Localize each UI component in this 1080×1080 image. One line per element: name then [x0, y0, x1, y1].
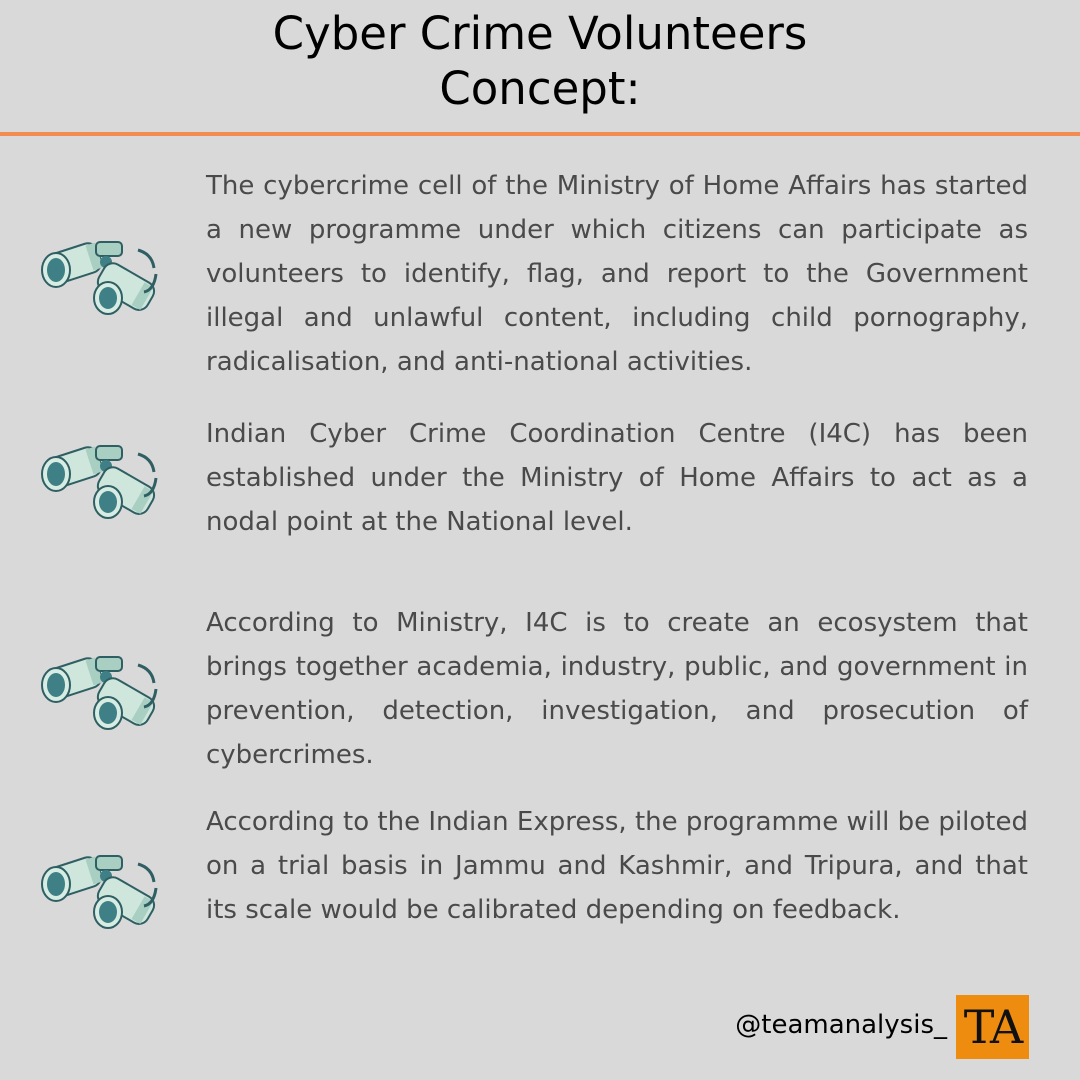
binoculars-icon: [34, 637, 162, 733]
binoculars-icon: [34, 426, 162, 522]
page-title: [0, 6, 1080, 116]
paragraph-text: According to Ministry, I4C is to create an ecosystem that brings together academia, industry, public, and government in prevention, detection, investigation, and prosecution of cybercrimes.: [206, 608, 1028, 770]
page-title-line-1: Cyber Crime Volunteers: [272, 7, 808, 60]
paragraph-text: According to the Indian Express, the programme will be piloted on a trial basis in Jammu and Kashmir, and Tripura, and that its scale would be calibrated depending on feedback.: [206, 807, 1028, 925]
paragraph-text: Indian Cyber Crime Coordination Centre (I4C) has been established under the Ministry of Home Affairs to act as a nodal point at the National level.: [206, 419, 1028, 537]
title-divider: [0, 132, 1080, 136]
binoculars-icon: [34, 222, 162, 318]
brand-logo: TA: [956, 995, 1029, 1059]
social-handle: @teamanalysis_: [735, 1010, 947, 1040]
binoculars-icon: [34, 836, 162, 932]
page-title-line-2: Concept:: [439, 62, 641, 115]
paragraph-text: The cybercrime cell of the Ministry of Home Affairs has started a new programme under which citizens can participate as volunteers to identify, flag, and report to the Government illegal and unlawful content, including child pornography, radicalisation, and anti-national activities.: [206, 171, 1028, 377]
